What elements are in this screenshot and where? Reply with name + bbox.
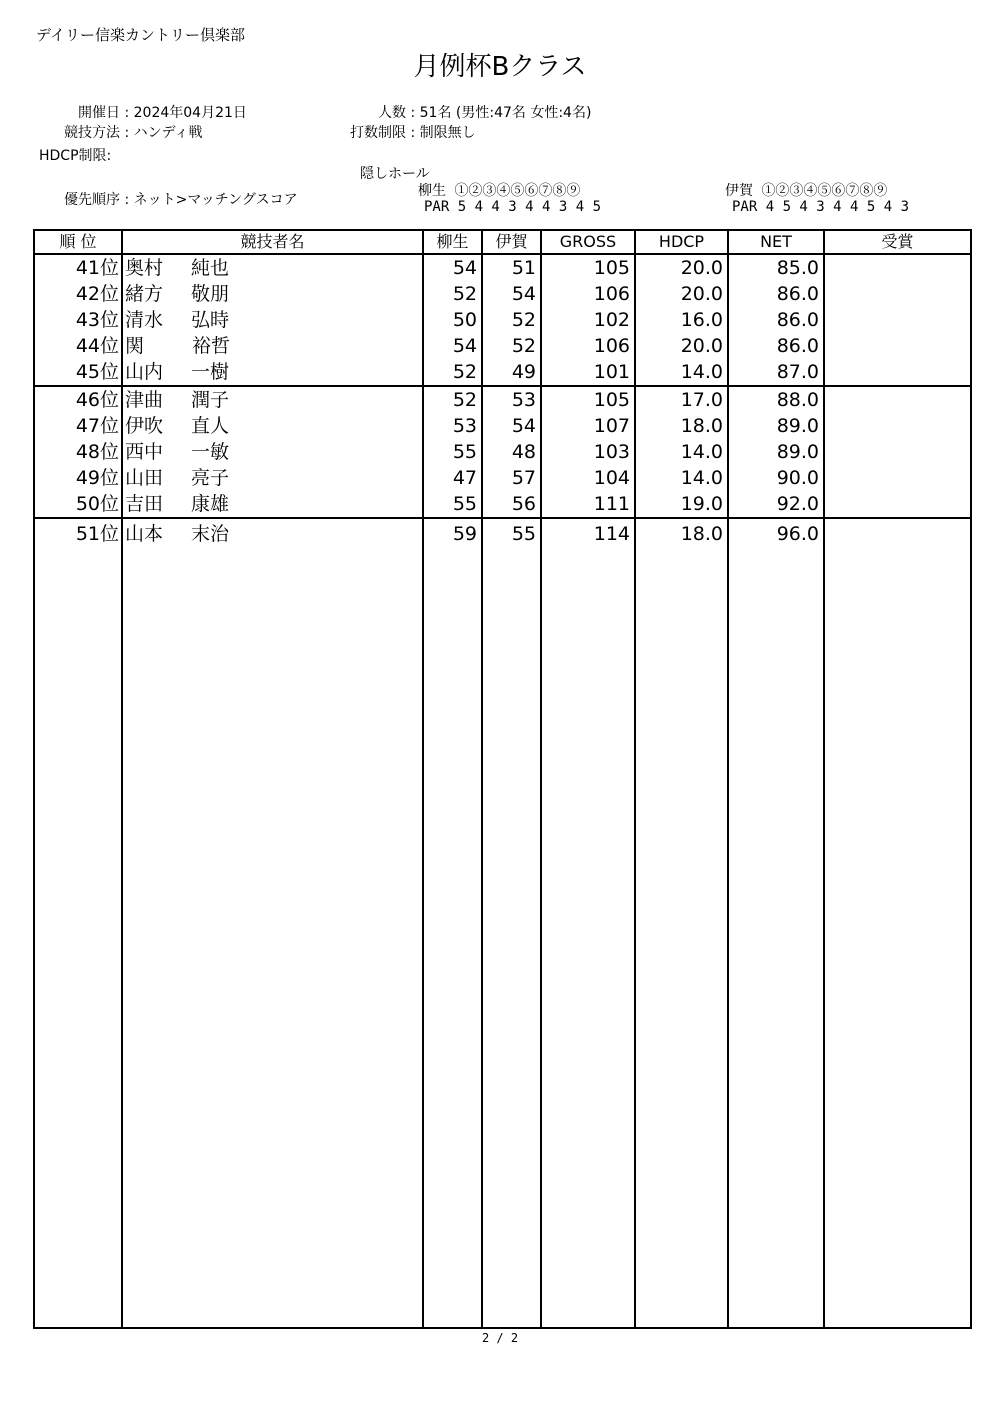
priority-row: 優先順序 : ネット>マッチングスコア (40, 189, 298, 209)
player-given-name: 直人 (191, 415, 230, 437)
award (824, 359, 971, 386)
hdcp-value: 16.0 (635, 307, 728, 333)
hdcp-value: 20.0 (635, 333, 728, 359)
award (824, 518, 971, 1328)
award (824, 281, 971, 307)
course2-score: 55 (482, 518, 541, 1328)
table-row (34, 307, 971, 333)
player-given-name: 一樹 (191, 361, 230, 383)
player-family-name: 津曲 (125, 389, 164, 411)
table-row (34, 333, 971, 359)
player-family-name: 伊吹 (125, 415, 164, 437)
player-given-name: 純也 (191, 257, 230, 279)
course2-score: 53 (482, 386, 541, 413)
table-row (34, 465, 971, 491)
course1-score: 54 (423, 333, 482, 359)
col-player: 競技者名 (122, 230, 423, 254)
col-rank: 順 位 (34, 230, 122, 254)
net-score: 88.0 (728, 386, 824, 413)
rank-cell: 50位 (34, 491, 122, 518)
net-score: 89.0 (728, 413, 824, 439)
rank-cell: 43位 (34, 307, 122, 333)
course1-marks: ①②③④⑤⑥⑦⑧⑨ (454, 183, 581, 199)
table-header-row (34, 230, 971, 254)
club-name: デイリー信楽カントリー倶楽部 (36, 26, 245, 44)
gross-score: 107 (541, 413, 635, 439)
gross-score: 101 (541, 359, 635, 386)
net-score: 90.0 (728, 465, 824, 491)
limit-label: 打数制限 (350, 125, 406, 141)
rank-cell: 44位 (34, 333, 122, 359)
award (824, 254, 971, 281)
course1-score: 52 (423, 386, 482, 413)
count-value: 51名 (男性:47名 女性:4名) (419, 105, 592, 121)
priority-label: 優先順序 (64, 192, 120, 208)
gross-score: 103 (541, 439, 635, 465)
priority-value: ネット>マッチングスコア (133, 192, 298, 208)
rank-cell: 46位 (34, 386, 122, 413)
course1-score: 52 (423, 281, 482, 307)
gross-score: 106 (541, 333, 635, 359)
hdcp-value: 20.0 (635, 281, 728, 307)
col-course1: 柳生 (423, 230, 482, 254)
hdcp-value: 17.0 (635, 386, 728, 413)
player-family-name: 関 (125, 335, 145, 357)
player-name-cell (122, 465, 423, 491)
course2-holes (725, 180, 887, 200)
player-family-name: 山本 (125, 523, 164, 545)
course2-marks: ①②③④⑤⑥⑦⑧⑨ (761, 183, 888, 199)
course1-score: 53 (423, 413, 482, 439)
course2-score: 54 (482, 281, 541, 307)
player-family-name: 西中 (125, 441, 164, 463)
rank-cell: 47位 (34, 413, 122, 439)
course1-score: 47 (423, 465, 482, 491)
award (824, 307, 971, 333)
rank-cell: 42位 (34, 281, 122, 307)
net-score: 92.0 (728, 491, 824, 518)
course2-score: 57 (482, 465, 541, 491)
page-number: 2 / 2 (481, 1331, 519, 1345)
gross-score: 105 (541, 254, 635, 281)
hdcp-value: 20.0 (635, 254, 728, 281)
rank-cell: 45位 (34, 359, 122, 386)
table-row (34, 413, 971, 439)
award (824, 333, 971, 359)
player-family-name: 奥村 (125, 257, 164, 279)
course2-score: 52 (482, 333, 541, 359)
col-course2: 伊賀 (482, 230, 541, 254)
net-score: 85.0 (728, 254, 824, 281)
course2-par: PAR 4 5 4 3 4 4 5 4 3 (732, 199, 910, 215)
net-score: 89.0 (728, 439, 824, 465)
course1-score: 54 (423, 254, 482, 281)
player-family-name: 清水 (125, 309, 164, 331)
hdcp-value: 18.0 (635, 413, 728, 439)
method-value: ハンディ戦 (133, 125, 203, 141)
player-name-cell (122, 491, 423, 518)
course2-score: 49 (482, 359, 541, 386)
player-given-name: 末治 (191, 523, 230, 545)
method-label: 競技方法 (64, 125, 120, 141)
player-name-cell (122, 254, 423, 281)
col-gross: GROSS (541, 230, 635, 254)
hdcp-value: 19.0 (635, 491, 728, 518)
gross-score: 111 (541, 491, 635, 518)
table-row (34, 439, 971, 465)
col-award: 受賞 (824, 230, 971, 254)
limit-value: 制限無し (419, 125, 476, 141)
count-row: 人数 : 51名 (男性:47名 女性:4名) (330, 102, 591, 122)
gross-score: 114 (541, 518, 635, 1328)
player-given-name: 裕哲 (192, 335, 231, 357)
player-name-cell (122, 518, 423, 1328)
limit-row: 打数制限 : 制限無し (330, 122, 476, 142)
rank-cell: 51位 (34, 518, 122, 1328)
table-row (34, 254, 971, 281)
net-score: 86.0 (728, 281, 824, 307)
count-label: 人数 (378, 105, 406, 121)
player-given-name: 亮子 (191, 467, 230, 489)
col-hdcp: HDCP (635, 230, 728, 254)
hdcp-value: 14.0 (635, 465, 728, 491)
gross-score: 106 (541, 281, 635, 307)
course2-score: 52 (482, 307, 541, 333)
player-given-name: 潤子 (191, 389, 230, 411)
gross-score: 104 (541, 465, 635, 491)
gross-score: 105 (541, 386, 635, 413)
hdcp-value: 14.0 (635, 359, 728, 386)
course2-score: 51 (482, 254, 541, 281)
rank-cell: 41位 (34, 254, 122, 281)
course1-score: 55 (423, 439, 482, 465)
table-row (34, 281, 971, 307)
date-value: 2024年04月21日 (133, 105, 247, 121)
date-label: 開催日 (78, 105, 120, 121)
course2-score: 48 (482, 439, 541, 465)
player-name-cell (122, 413, 423, 439)
table-row (34, 386, 971, 413)
net-score: 86.0 (728, 307, 824, 333)
player-name-cell (122, 359, 423, 386)
course1-score: 59 (423, 518, 482, 1328)
net-score: 86.0 (728, 333, 824, 359)
method-row: 競技方法 : ハンディ戦 (40, 122, 203, 142)
hdcp-limit-label: HDCP制限 (39, 148, 107, 164)
course2-score: 56 (482, 491, 541, 518)
course2-score: 54 (482, 413, 541, 439)
award (824, 491, 971, 518)
table-row (34, 518, 971, 1328)
player-given-name: 弘時 (191, 309, 230, 331)
course1-name: 柳生 (418, 183, 446, 199)
net-score: 87.0 (728, 359, 824, 386)
course1-score: 50 (423, 307, 482, 333)
col-net: NET (728, 230, 824, 254)
table-row (34, 491, 971, 518)
results-table (33, 229, 972, 1329)
date-row: 開催日 : 2024年04月21日 (40, 102, 247, 122)
award (824, 439, 971, 465)
player-family-name: 緒方 (125, 283, 164, 305)
player-given-name: 敬朋 (191, 283, 230, 305)
course1-score: 52 (423, 359, 482, 386)
course1-score: 55 (423, 491, 482, 518)
gross-score: 102 (541, 307, 635, 333)
player-family-name: 吉田 (125, 493, 164, 515)
player-name-cell (122, 386, 423, 413)
player-given-name: 一敏 (191, 441, 230, 463)
hidden-hole-label: 隠しホール (360, 166, 430, 182)
rank-cell: 48位 (34, 439, 122, 465)
net-score: 96.0 (728, 518, 824, 1328)
player-name-cell (122, 333, 423, 359)
course1-par: PAR 5 4 4 3 4 4 3 4 5 (424, 199, 602, 215)
player-family-name: 山内 (125, 361, 164, 383)
player-given-name: 康雄 (191, 493, 230, 515)
course2-name: 伊賀 (725, 183, 753, 199)
award (824, 413, 971, 439)
course1-holes (418, 180, 580, 200)
award (824, 386, 971, 413)
player-family-name: 山田 (125, 467, 164, 489)
player-name-cell (122, 281, 423, 307)
rank-cell: 49位 (34, 465, 122, 491)
hdcp-value: 14.0 (635, 439, 728, 465)
hdcp-limit-row: HDCP制限: (39, 148, 112, 164)
table-row (34, 359, 971, 386)
award (824, 465, 971, 491)
player-name-cell (122, 307, 423, 333)
hdcp-value: 18.0 (635, 518, 728, 1328)
page-title: 月例杯Bクラス (413, 52, 587, 82)
player-name-cell (122, 439, 423, 465)
